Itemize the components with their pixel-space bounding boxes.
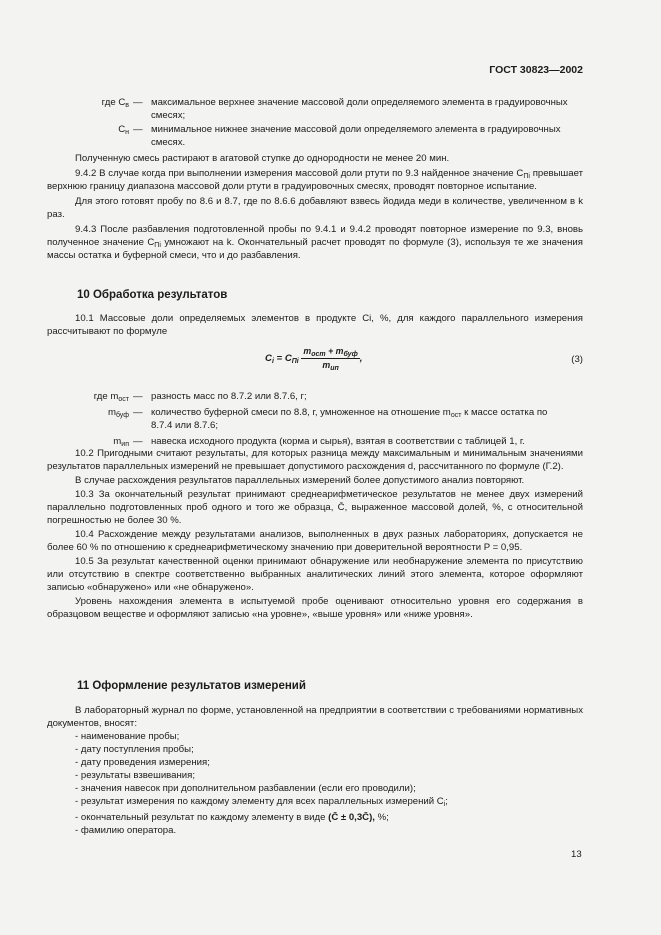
- paragraph: Полученную смесь растирают в агатовой ступке до однородности не менее 20 мин.: [75, 153, 450, 164]
- definition-text: разность масс по 8.7.2 или 8.7.6, г;: [151, 391, 307, 402]
- definition-item: где $C_в$ — максимальное верхнее значение массовой доли определяемого элемента в градуировочных смесях;: [101, 97, 568, 121]
- definition-text: количество буферной смеси по 8.8, г, умноженное на отношение m: [151, 407, 451, 418]
- paragraph-10-2: 10.2 Пригодными считают результаты, для которых разница между максимальным и минимальным значениями результатов параллельных измерений не превышает допустимого расхождения d, рассчитанного по формуле (Г.2).: [47, 448, 583, 472]
- definition-symbol: где m: [93, 391, 119, 402]
- definition-item: $C_н$ — минимальное нижнее значение массовой доли определяемого элемента в градуировочных смесях.: [118, 124, 561, 148]
- paragraph-9-4-3: 9.4.3 После разбавления подготовленной пробы по 9.4.1 и 9.4.2 проводят повторное измерение по 9.3, вновь полученное значение $C_{Пi}$ умножают на k. Окончательный расчет проводят по формуле (3), используя те же значения массы остатка и буферной смеси, что и до разбавления.: [47, 224, 583, 261]
- definition-item: где $m_{ост}$ — разность масс по 8.7.2 или 8.7.6, г;: [47, 390, 583, 403]
- definition-symbol: m: [113, 436, 122, 447]
- list-item: - окончательный результат по каждому элементу в виде (C̄ ± 0,3C̄), %;: [75, 812, 389, 823]
- list-item: - результаты взвешивания;: [75, 770, 196, 781]
- list-item: - фамилию оператора.: [75, 825, 177, 836]
- paragraph-10-1: 10.1 Массовые доли определяемых элементов в продукте Ci, %, для каждого параллельного измерения рассчитывают по формуле: [47, 313, 583, 337]
- final-result-expression: (C̄ ± 0,3C̄),: [328, 812, 375, 823]
- paragraph-10-3: 10.3 За окончательный результат принимают среднеарифметическое результатов не менее двух измерений параллельно подготовленных проб одного и того же образца, C̄, выраженное массовой долей, %, с относительной погрешностью не более 30 %.: [47, 489, 583, 526]
- paragraph-10-5: 10.5 За результат качественной оценки принимают обнаружение или необнаружение элемента по присутствию или отсутствию в спектре соответственно выбранных аналитических линий этого элемента, которое оформляют записью «обнаружено» или «не обнаружено».: [47, 556, 583, 593]
- standard-header: ГОСТ 30823—2002: [489, 64, 583, 76]
- definitions-block-1: [47, 96, 583, 149]
- definitions-block-2: [47, 390, 583, 448]
- section-11-heading: 11 Оформление результатов измерений: [77, 680, 306, 692]
- paragraph-11: В лабораторный журнал по форме, установленной на предприятии в соответствии с требованиями нормативных документов, вносят:: [47, 705, 583, 729]
- list-item: - дату поступления пробы;: [75, 744, 194, 755]
- page-number: 13: [571, 849, 582, 860]
- list-item: - значения навесок при дополнительном разбавлении (если его проводили);: [75, 783, 416, 794]
- definition-item: $m_{буф}$ — количество буферной смеси по 8.8, г, умноженное на отношение $m_{ост}$ к массе остатка по 8.7.4 или 8.7.6;: [107, 407, 548, 431]
- list-item: - результат измерения по каждому элементу для всех параллельных измерений $C_i$;: [75, 796, 448, 808]
- section-10-heading: 10 Обработка результатов: [77, 289, 228, 301]
- definition-symbol: C: [118, 124, 126, 135]
- record-list: [47, 730, 583, 837]
- definition-text: минимальное нижнее значение массовой доли определяемого элемента в градуировочных: [151, 124, 561, 135]
- formula-number: (3): [571, 354, 583, 365]
- formula-fraction: $\frac{m_{ост} + m_{буф}}{m_{ип}}$: [303, 346, 358, 372]
- paragraph-9-4-2: 9.4.2 В случае когда при выполнении измерения массовой доли ртути по 9.3 найденное значение $C_{Пi}$ превышает верхнюю границу диапазона массовой доли ртути в градуировочных смесях, проводят повторное испытание.: [47, 168, 583, 192]
- section-11-body: [47, 704, 583, 837]
- definition-item: $m_{ип}$ — навеска исходного продукта (корма и сырья), взятая в соответствии с таблицей 1, г.: [47, 435, 583, 448]
- paragraphs-10-2-to-10-5: [47, 447, 583, 621]
- formula-expression: $C_i = C_{Пi}$ $\frac{m_{ост} + m_{буф}}{m_{ип}}$ ,: [265, 346, 363, 372]
- definition-symbol: где C: [101, 97, 126, 108]
- list-item: - дату проведения измерения;: [75, 757, 210, 768]
- paragraph: В случае расхождения результатов параллельных измерений более допустимого анализ повторяют.: [75, 475, 525, 486]
- definition-symbol: m: [107, 407, 116, 418]
- section-9-continuation: [47, 152, 583, 262]
- definition-text: максимальное верхнее значение массовой доли определяемого элемента в градуировочных: [151, 97, 568, 108]
- definition-text: навеска исходного продукта (корма и сырья), взятая в соответствии с таблицей 1, г.: [151, 436, 525, 447]
- paragraph: Для этого готовят пробу по 8.6 и 8.7, где по 8.6.6 добавляют взвесь йодида меди в количестве, увеличенном в k раз.: [47, 196, 583, 220]
- paragraph: Уровень нахождения элемента в испытуемой пробе оценивают относительно уровня его содержания в образцовом веществе и оформляют записью «на уровне», «выше уровня» или «ниже уровня».: [47, 596, 583, 620]
- list-item: - наименование пробы;: [75, 731, 180, 742]
- paragraph-10-4: 10.4 Расхождение между результатами анализов, выполненных в двух разных лабораториях, допускается не более 60 % по отношению к среднеарифметическому значению при доверительной вероятности P = 0,95.: [47, 529, 583, 553]
